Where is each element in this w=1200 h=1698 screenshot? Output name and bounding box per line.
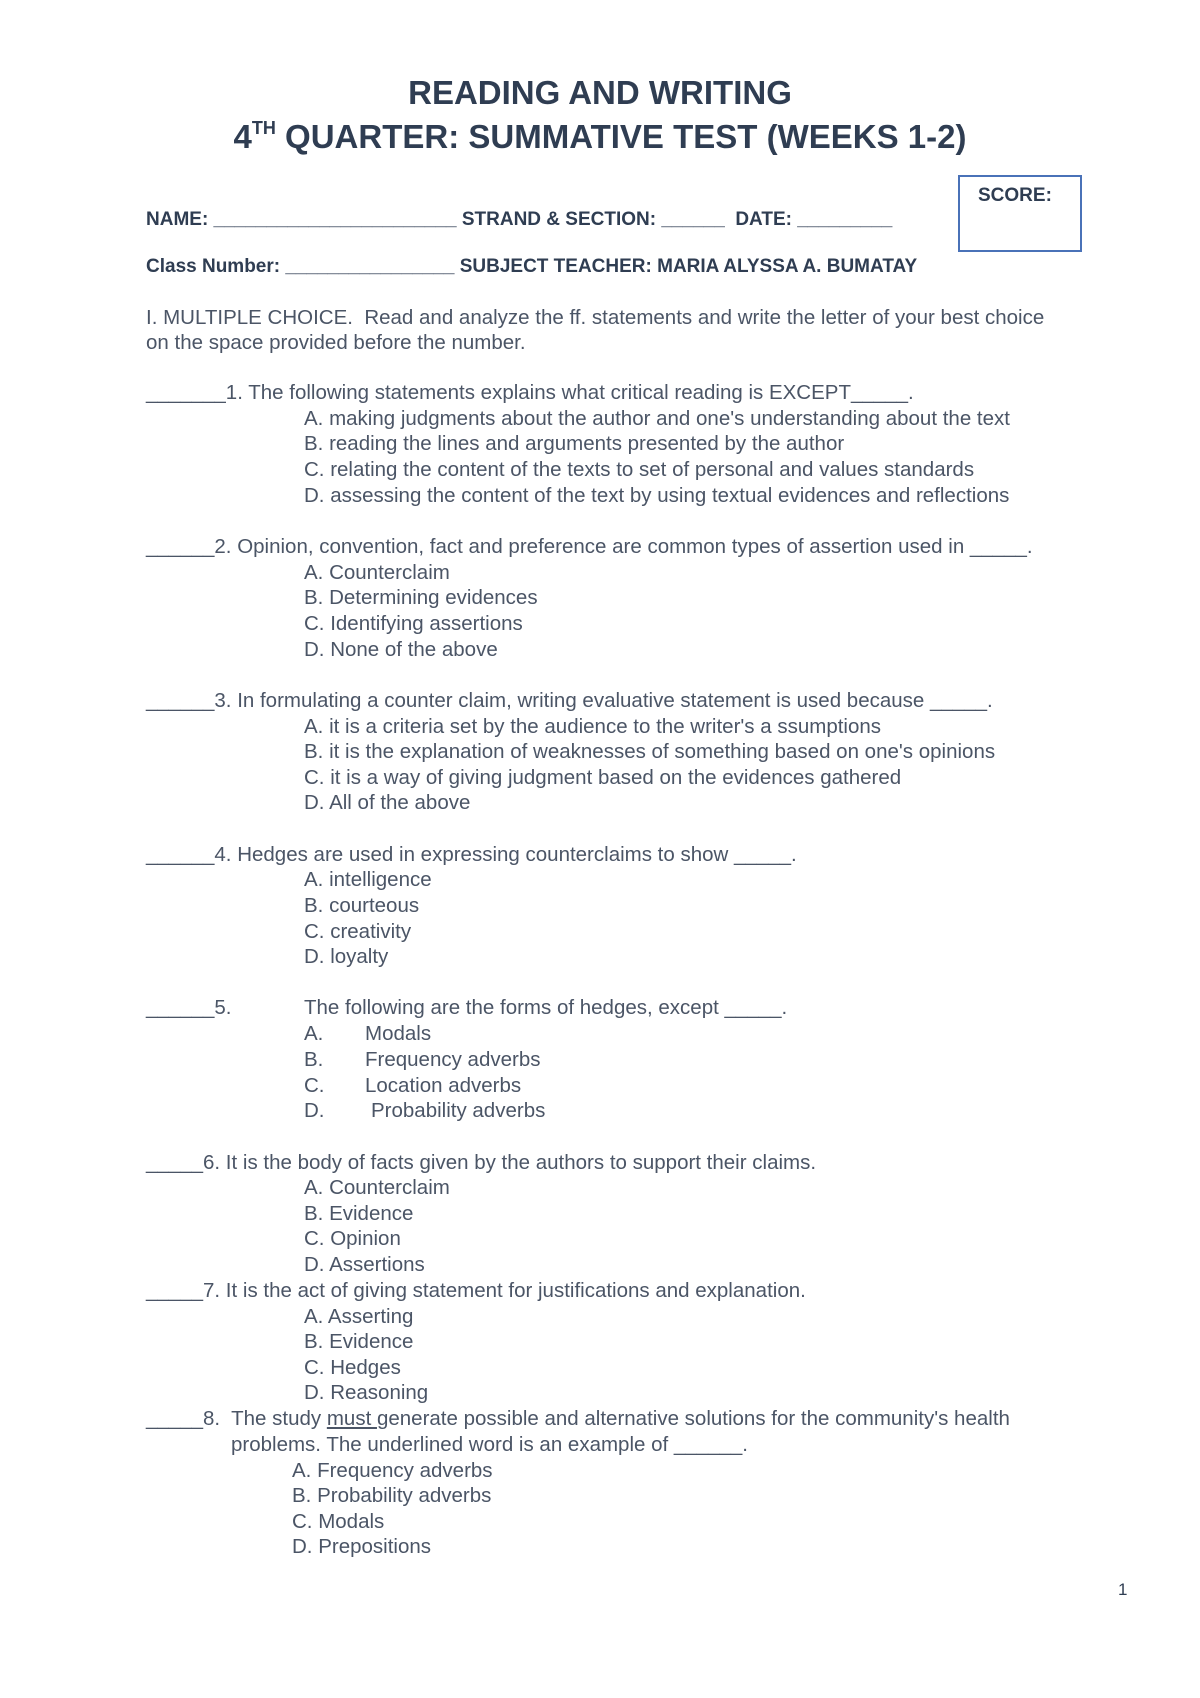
question-7-option-a: A. Asserting xyxy=(304,1305,414,1328)
question-6-option-a: A. Counterclaim xyxy=(304,1176,450,1199)
question-8-option-a: A. Frequency adverbs xyxy=(292,1459,493,1482)
question-5-option-a: Modals xyxy=(365,1022,432,1045)
question-6-option-d: D. Assertions xyxy=(304,1253,425,1276)
score-box[interactable] xyxy=(958,175,1082,252)
class-teacher-line: Class Number: ________________ SUBJECT TEACHER: MARIA ALYSSA A. BUMATAY xyxy=(146,256,918,277)
question-5-option-b-letter: B. xyxy=(304,1048,324,1071)
question-5-option-c: Location adverbs xyxy=(365,1074,522,1097)
question-8-option-c: C. Modals xyxy=(292,1510,385,1533)
question-8-stem-start: _____8. The study xyxy=(146,1407,327,1430)
question-2-option-d: D. None of the above xyxy=(304,638,498,661)
question-5-option-a-letter: A. xyxy=(304,1022,324,1045)
question-6-stem: _____6. It is the body of facts given by the authors to support their claims. xyxy=(146,1151,817,1174)
question-3-option-b: B. it is the explanation of weaknesses of something based on one's opinions xyxy=(304,740,996,763)
question-8-stem-end: generate possible and alternative solutions for the community's health xyxy=(376,1407,1010,1430)
question-5-option-b: Frequency adverbs xyxy=(365,1048,541,1071)
question-4-option-b: B. courteous xyxy=(304,894,420,917)
question-3-stem: ______3. In formulating a counter claim, writing evaluative statement is used because _____. xyxy=(146,689,993,712)
question-8-stem-line-2: problems. The underlined word is an example of ______. xyxy=(231,1433,748,1456)
question-7-option-d: D. Reasoning xyxy=(304,1381,429,1404)
question-1-option-d: D. assessing the content of the text by using textual evidences and reflections xyxy=(304,484,1010,507)
question-3-option-c: C. it is a way of giving judgment based on the evidences gathered xyxy=(304,766,902,789)
question-6-option-c: C. Opinion xyxy=(304,1227,401,1250)
page-number: 1 xyxy=(1118,1580,1128,1599)
question-1-option-c: C. relating the content of the texts to set of personal and values standards xyxy=(304,458,975,481)
question-3-option-a: A. it is a criteria set by the audience to the writer's a ssumptions xyxy=(304,715,882,738)
question-2-stem: ______2. Opinion, convention, fact and preference are common types of assertion used in _____. xyxy=(146,535,1033,558)
question-1-option-b: B. reading the lines and arguments presented by the author xyxy=(304,432,845,455)
question-7-option-c: C. Hedges xyxy=(304,1356,401,1379)
question-7-option-b: B. Evidence xyxy=(304,1330,414,1353)
question-4-option-d: D. loyalty xyxy=(304,945,389,968)
question-3-option-d: D. All of the above xyxy=(304,791,471,814)
instructions-line-1: I. MULTIPLE CHOICE. Read and analyze the ff. statements and write the letter of your best choice xyxy=(146,306,1045,329)
question-1-option-a: A. making judgments about the author and one's understanding about the text xyxy=(304,407,1010,430)
question-1-stem: _______1. The following statements explains what critical reading is EXCEPT_____. xyxy=(146,381,914,404)
question-4-stem: ______4. Hedges are used in expressing counterclaims to show _____. xyxy=(146,843,797,866)
question-7-stem: _____7. It is the act of giving statement for justifications and explanation. xyxy=(146,1279,806,1302)
document-subtitle xyxy=(0,117,1200,157)
question-5-option-c-letter: C. xyxy=(304,1074,325,1097)
question-8-stem xyxy=(146,1406,1010,1432)
instructions-line-2: on the space provided before the number. xyxy=(146,331,526,354)
question-5-option-d-letter: D. xyxy=(304,1099,325,1122)
subtitle-superscript: TH xyxy=(251,118,276,138)
question-6-option-b: B. Evidence xyxy=(304,1202,414,1225)
subtitle-text: QUARTER: SUMMATIVE TEST (WEEKS 1-2) xyxy=(275,118,967,155)
subtitle-number: 4 xyxy=(233,118,252,155)
name-strand-date-line: NAME: _______________________ STRAND & SECTION: ______ DATE: _________ xyxy=(146,209,893,230)
question-5-stem: The following are the forms of hedges, except _____. xyxy=(304,996,788,1019)
question-8-underlined-word: must xyxy=(326,1407,377,1430)
question-2-option-b: B. Determining evidences xyxy=(304,586,538,609)
question-5-number: ______5. xyxy=(146,996,232,1019)
question-2-option-a: A. Counterclaim xyxy=(304,561,450,584)
document-title: READING AND WRITING xyxy=(408,74,792,111)
question-2-option-c: C. Identifying assertions xyxy=(304,612,523,635)
question-8-option-d: D. Prepositions xyxy=(292,1535,432,1558)
question-4-option-c: C. creativity xyxy=(304,920,412,943)
question-5-option-d: Probability adverbs xyxy=(371,1099,546,1122)
question-4-option-a: A. intelligence xyxy=(304,868,432,891)
question-8-option-b: B. Probability adverbs xyxy=(292,1484,492,1507)
score-label: SCORE: xyxy=(978,185,1052,206)
